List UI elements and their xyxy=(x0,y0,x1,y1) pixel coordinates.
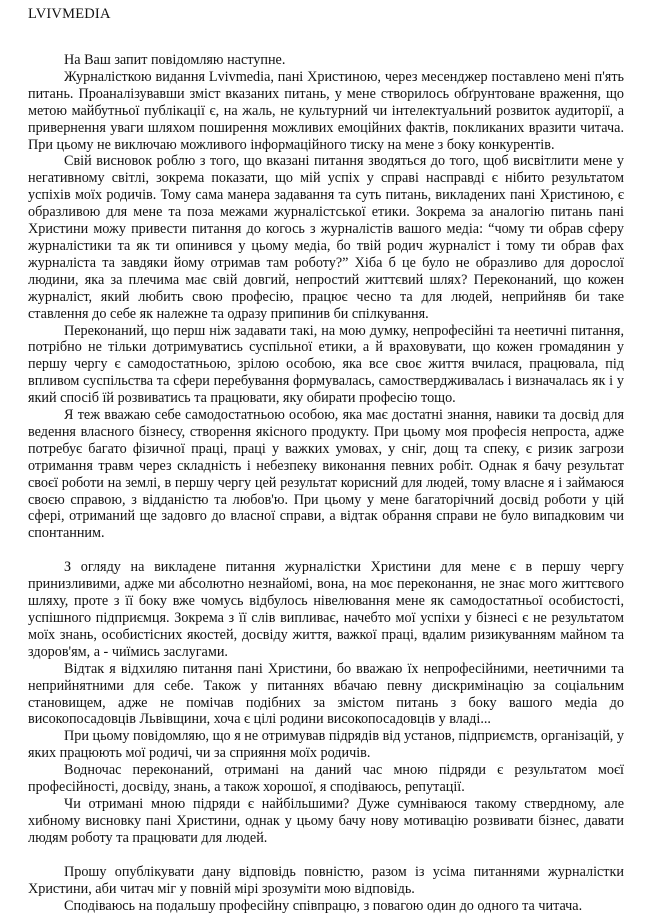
paragraph-conclusion: Свій висновок роблю з того, що вказані питання зводяться до того, щоб висвітлити мене у негативному світлі, зокрема показати, що мій успіх у справі насправді є нібито результатом успіхів моїх родичів. Тому сама манера задавання та суть питань, викладених пані Христиною, є образливою для мене та поза межами журналістської етики. Зокрема за аналогію питань пані Христини можу привести питання до когось з журналістів вашого медіа: “чому ти обрав сферу журналістики та як ти опинився у цьому медіа, бо твій родич журналіст і тому ти обрав фах журналіста та завдяки йому отримав там роботу?” Хіба б це було не образливо для дорослої людини, яка за плечима має свій довгий, непростий життєвий шлях? Переконаний, що кожен журналіст, який любить свою професію, працює чесно та для людей, неприйняв би таке ставлення до себе як належне та одразу припинив би спілкування. xyxy=(28,153,624,322)
paragraph-reject: Відтак я відхиляю питання пані Христини, бо вважаю їх непрофесійними, неетичними та неприйнятними для себе. Також у питаннях вбачаю певну дискримінацію за соціальним становищем, адже не помічав подібних за змістом питань з боку вашого медіа до високопосадовців Львівщини, хоча є цілі родини високопосадовців у владі... xyxy=(28,661,624,729)
paragraph-largest: Чи отримані мною підряди є найбільшими? Дуже сумніваюся такому ствердному, але хибному висновку пані Христини, однак у цьому бачу нову мотивацію розвивати бізнес, давати людям роботу та працювати для людей. xyxy=(28,796,624,847)
paragraph-questions: Журналісткою видання Lvivmedia, пані Христиною, через месенджер поставлено мені п'ять питань. Проаналізувавши зміст вказаних питань, у мене створилось обґрунтоване враження, що метою майбутньої публікації є, на жаль, не культурний чи інтелектуальний розвиток аудиторії, а привернення уваги шляхом поширення можливих емоційних фактів, покликаних вразити читача. При цьому не виключаю можливого інформаційного тиску на мене з боку конкурентів. xyxy=(28,69,624,154)
paragraph-professionalism: Водночас переконаний, отримані на даний час мною підряди є результатом моєї професійності, досвіду, знань, а також хорошої, я сподіваюсь, репутації. xyxy=(28,762,624,796)
paragraph-intro: На Ваш запит повідомляю наступне. xyxy=(28,52,624,69)
paragraph-closing: Сподіваюсь на подальшу професійну співпрацю, з повагою один до одного та читача. xyxy=(28,898,624,914)
letter-body xyxy=(28,52,624,914)
paragraph-publish-request: Прошу опублікувати дану відповідь повністю, разом із усіма питаннями журналістки Христини, аби читач міг у повній мірі зрозуміти мою відповідь. xyxy=(28,864,624,898)
paragraph-ethics: Переконаний, що перш ніж задавати такі, на мою думку, непрофесійні та неетичні питання, потрібно не тільки дотримуватись суспільної етики, а й враховувати, що кожен громадянин у першу чергу є самодостатньою, зрілою особою, яка все своє життя вчилася, працювала, під впливом суспільства та сфери перебування формувалась, самоствердживалась і визначалась як і у який спосіб їй розвиватись та працювати, яку обирати професію тощо. xyxy=(28,323,624,408)
paragraph-humiliating: З огляду на викладене питання журналістки Христини для мене є в першу чергу принизливими, адже ми абсолютно незнайомі, вона, на моє переконання, не знає мого життєвого шляху, проте з її боку вже чомусь відбулось нівелювання мене як самодостатньої особистості, успішного підприємця. Зокрема з її слів випливає, начебто мої успіхи у бізнесі є не результатом моїх знань, особистісних якостей, досвіду життя, важкої праці, вдалим ризикуванням майном та здоров'ям, а - чиїмись заслугами. xyxy=(28,559,624,660)
paragraph-self-sufficiency: Я теж вважаю себе самодостатньою особою, яка має достатні знання, навики та досвід для ведення власного бізнесу, створення якісного продукту. При цьому моя професія непроста, адже потребує багато фізичної праці, праці у важких умовах, у сніг, дощ та спеку, є ризик загрози отримання травм через складність і небезпеку виконання певних робіт. Однак я бачу результат своєї роботи на землі, в першу чергу цей результат корисний для людей, тому власне я і займаюся своєю справою, з відданістю та любов'ю. При цьому у мене багаторічний досвід роботи у цій сфері, отриманий ще задовго до власної справи, а відтак обрання справи не було випадковим чи спонтанним. xyxy=(28,407,624,542)
paragraph-spacer xyxy=(28,847,624,864)
paragraph-contracts: При цьому повідомляю, що я не отримував підрядів від установ, підприємств, організацій, у яких працюють мої родичі, чи за сприяння моїх родичів. xyxy=(28,728,624,762)
paragraph-spacer xyxy=(28,542,624,559)
document-header: LVIVMEDIA xyxy=(28,6,111,22)
